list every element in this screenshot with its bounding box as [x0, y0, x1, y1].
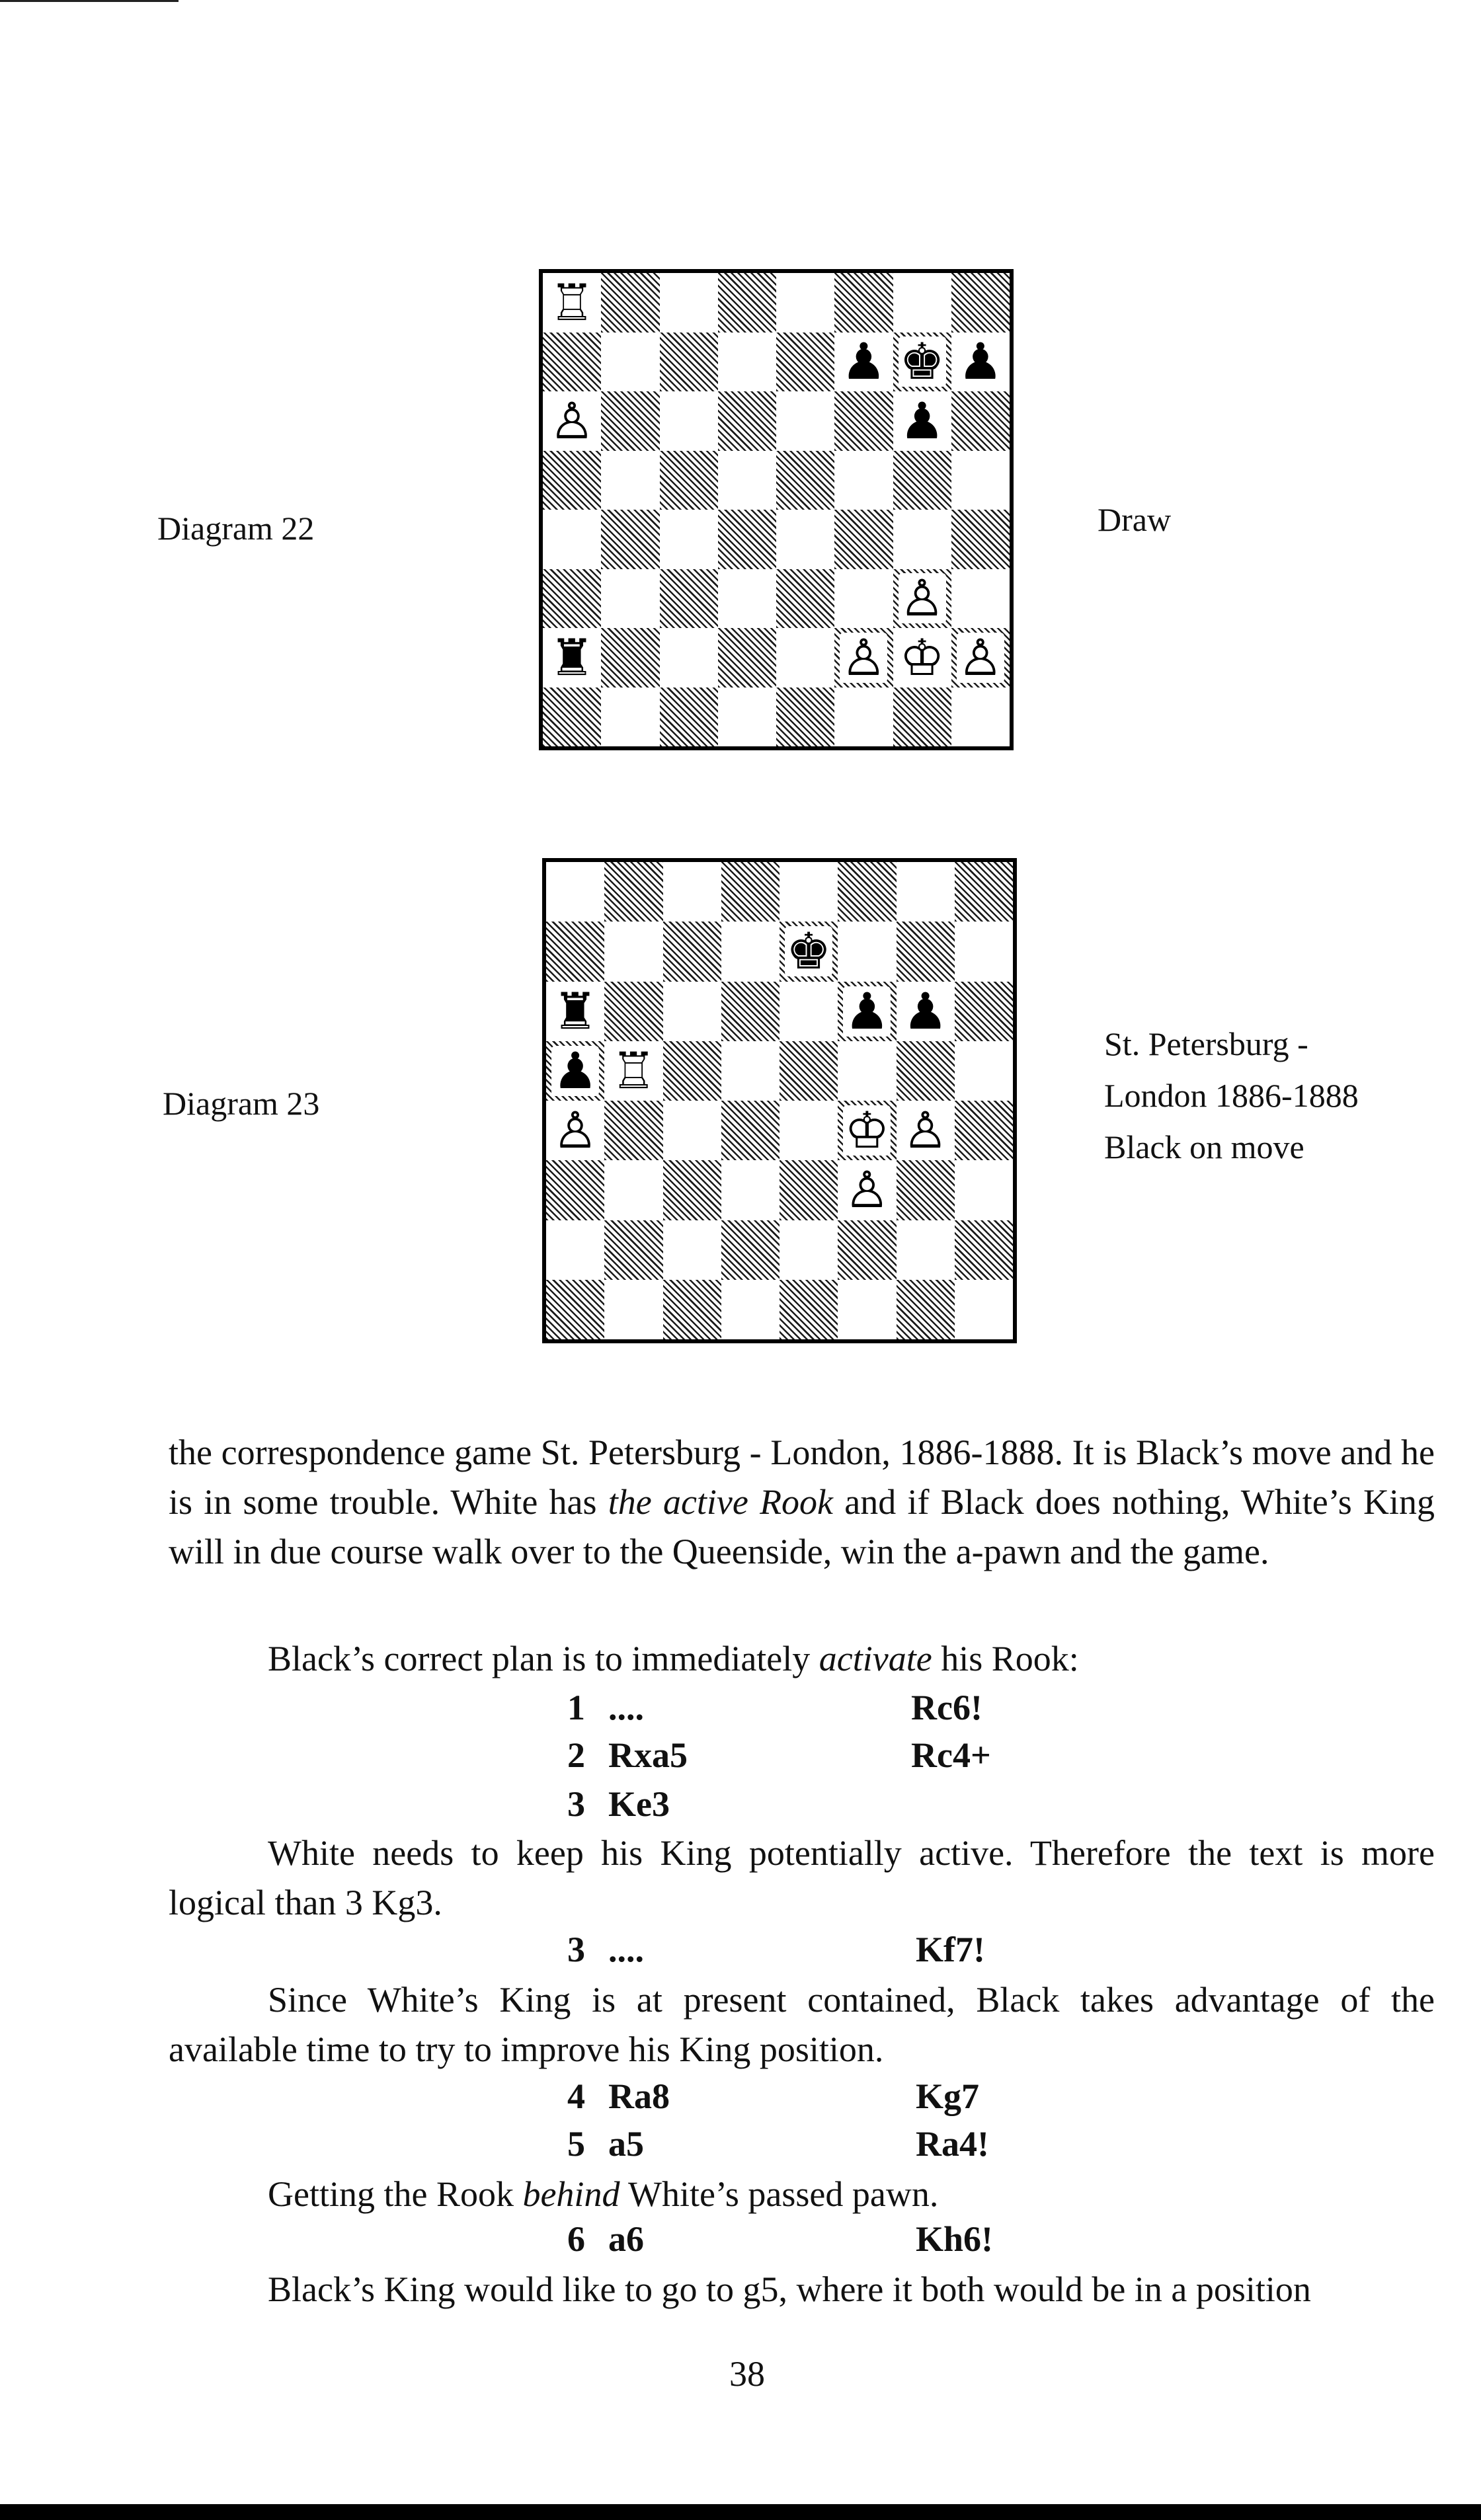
board-square — [780, 922, 838, 981]
board-square — [951, 451, 1010, 510]
caption-line: Black on move — [1104, 1128, 1304, 1165]
board-square — [718, 628, 776, 688]
move-number: 1 — [567, 1688, 585, 1727]
board-square — [776, 273, 834, 333]
board-square — [543, 688, 601, 747]
white-move: a6 — [608, 2219, 644, 2259]
diagram-23-label: Diagram 23 — [163, 1085, 320, 1122]
board-square — [838, 1220, 896, 1280]
board-square — [776, 688, 834, 747]
board-square — [780, 982, 838, 1041]
move-row — [0, 1687, 1481, 1735]
text-run: the correspondence game St. Petersburg - London, 1886-1888. It is Black’s move and he is in some trouble. White has — [169, 1433, 1435, 1522]
board-square — [663, 1160, 721, 1220]
board-square — [838, 982, 896, 1041]
board-square — [604, 1160, 662, 1220]
paragraph-5 — [169, 2170, 1435, 2219]
board-square — [543, 333, 601, 392]
board-square — [546, 1220, 604, 1280]
italic-run: activate — [819, 1639, 932, 1678]
board-square — [897, 1041, 955, 1101]
text-run: Getting the Rook — [268, 2174, 523, 2214]
top-rule — [0, 0, 179, 2]
board-square — [601, 391, 659, 451]
board-square — [834, 333, 893, 392]
board-square — [897, 862, 955, 922]
board-square — [601, 510, 659, 569]
move-row — [0, 1784, 1481, 1831]
board-square — [897, 1160, 955, 1220]
board-square — [660, 628, 718, 688]
board-square — [776, 628, 834, 688]
board-square — [601, 688, 659, 747]
board-square — [955, 1280, 1013, 1339]
board-square — [663, 1041, 721, 1101]
paragraph-1 — [169, 1428, 1435, 1577]
board-square — [780, 1280, 838, 1339]
board-square — [838, 1101, 896, 1160]
black-rook-icon: ♜ — [553, 981, 598, 1041]
board-square — [834, 510, 893, 569]
board-square — [955, 1101, 1013, 1160]
black-king-icon: ♚ — [786, 922, 832, 981]
board-square — [660, 688, 718, 747]
white-king-icon: ♔ — [844, 1101, 890, 1160]
move-row — [0, 2076, 1481, 2123]
board-square — [721, 982, 780, 1041]
board-square — [604, 922, 662, 981]
board-square — [663, 862, 721, 922]
board-square — [663, 1280, 721, 1339]
text-run: White’s passed pawn. — [620, 2174, 939, 2214]
board-square — [834, 273, 893, 333]
board-square — [838, 1160, 896, 1220]
board-square — [721, 1280, 780, 1339]
caption-line: Draw — [1098, 501, 1172, 538]
board-square — [718, 510, 776, 569]
move-number: 3 — [567, 1784, 585, 1824]
board-square — [721, 862, 780, 922]
board-square — [838, 1280, 896, 1339]
board-square — [604, 1220, 662, 1280]
move-row — [0, 1929, 1481, 1977]
board-square — [838, 862, 896, 922]
board-square — [893, 333, 951, 392]
board-square — [893, 391, 951, 451]
board-square — [601, 273, 659, 333]
white-pawn-icon: ♙ — [899, 569, 945, 628]
black-move: Rc6! — [911, 1688, 982, 1727]
chess-board-diagram-23 — [542, 858, 1017, 1343]
board-square — [776, 569, 834, 629]
black-pawn-icon: ♟ — [957, 332, 1003, 391]
move-number: 4 — [567, 2076, 585, 2116]
board-square — [543, 510, 601, 569]
white-pawn-icon: ♙ — [841, 628, 887, 687]
board-square — [601, 333, 659, 392]
move-number: 2 — [567, 1735, 585, 1775]
board-square — [718, 688, 776, 747]
italic-run: behind — [522, 2174, 620, 2214]
board-square — [546, 1280, 604, 1339]
move-row — [0, 2219, 1481, 2266]
board-square — [718, 333, 776, 392]
board-square — [893, 273, 951, 333]
board-square — [601, 451, 659, 510]
paragraph-6: Black’s King would like to go to g5, where it both would be in a position — [268, 2269, 1311, 2309]
board-square — [893, 688, 951, 747]
board-square — [604, 1101, 662, 1160]
text-run: and if Black does nothing, White’s King will in due course walk over to the Queenside, win the a-pawn and the game. — [169, 1482, 1435, 1571]
caption-line: London 1886-1888 — [1104, 1077, 1359, 1114]
board-square — [721, 922, 780, 981]
white-move: Ke3 — [608, 1784, 670, 1824]
board-square — [951, 391, 1010, 451]
board-square — [546, 862, 604, 922]
board-square — [546, 922, 604, 981]
move-row — [0, 1735, 1481, 1782]
white-pawn-icon: ♙ — [549, 391, 595, 450]
board-square — [955, 982, 1013, 1041]
board-square — [951, 688, 1010, 747]
white-pawn-icon: ♙ — [902, 1101, 948, 1160]
board-square — [546, 982, 604, 1041]
board-square — [780, 1041, 838, 1101]
board-square — [834, 569, 893, 629]
white-move: .... — [608, 1688, 644, 1727]
board-square — [543, 451, 601, 510]
board-square — [780, 862, 838, 922]
white-move: .... — [608, 1930, 644, 1969]
board-square — [543, 569, 601, 629]
white-rook-icon: ♖ — [611, 1041, 657, 1100]
board-square — [601, 569, 659, 629]
board-square — [604, 1041, 662, 1101]
board-square — [660, 510, 718, 569]
board-square — [893, 569, 951, 629]
board-square — [897, 922, 955, 981]
board-square — [660, 569, 718, 629]
board-square — [543, 391, 601, 451]
board-square — [601, 628, 659, 688]
move-number: 6 — [567, 2219, 585, 2259]
board-square — [893, 451, 951, 510]
board-square — [721, 1101, 780, 1160]
board-square — [718, 451, 776, 510]
black-pawn-icon: ♟ — [841, 332, 887, 391]
board-square — [543, 273, 601, 333]
bottom-rule — [0, 2504, 1481, 2520]
white-pawn-icon: ♙ — [957, 628, 1003, 687]
board-square — [897, 1220, 955, 1280]
white-move: a5 — [608, 2124, 644, 2164]
white-king-icon: ♔ — [899, 628, 945, 687]
board-square — [660, 333, 718, 392]
board-square — [663, 922, 721, 981]
paragraph-3: White needs to keep his King potentially active. Therefore the text is more logical than 3 Kg3. — [169, 1833, 1435, 1922]
board-square — [897, 1280, 955, 1339]
board-square — [955, 862, 1013, 922]
move-number: 3 — [567, 1930, 585, 1969]
paragraph-2 — [169, 1634, 1435, 1684]
board-square — [721, 1041, 780, 1101]
black-pawn-icon: ♟ — [844, 981, 890, 1041]
board-square — [955, 1220, 1013, 1280]
board-square — [660, 391, 718, 451]
board-square — [660, 273, 718, 333]
move-number: 5 — [567, 2124, 585, 2164]
board-square — [838, 922, 896, 981]
board-square — [834, 391, 893, 451]
board-square — [718, 569, 776, 629]
board-square — [897, 1101, 955, 1160]
board-square — [604, 1280, 662, 1339]
black-move: Kh6! — [916, 2219, 994, 2259]
board-square — [834, 688, 893, 747]
board-square — [663, 1101, 721, 1160]
white-move: Rxa5 — [608, 1735, 688, 1775]
black-move: Ra4! — [916, 2124, 989, 2164]
diagram-22-caption — [1098, 494, 1171, 545]
board-square — [546, 1041, 604, 1101]
black-king-icon: ♚ — [899, 332, 945, 391]
board-square — [663, 982, 721, 1041]
page-number: 38 — [729, 2354, 765, 2394]
black-move: Rc4+ — [911, 1735, 991, 1775]
italic-run: the active Rook — [608, 1482, 834, 1522]
board-square — [951, 510, 1010, 569]
diagram-23-caption — [1104, 1018, 1359, 1173]
board-square — [834, 451, 893, 510]
white-move: Ra8 — [608, 2076, 670, 2116]
board-square — [776, 391, 834, 451]
board-square — [546, 1160, 604, 1220]
caption-line: St. Petersburg - — [1104, 1025, 1308, 1062]
paragraph-4: Since White’s King is at present contained, Black takes advantage of the available time to try to improve his King position. — [169, 1980, 1435, 2069]
white-pawn-icon: ♙ — [844, 1160, 890, 1220]
board-square — [780, 1220, 838, 1280]
board-square — [721, 1160, 780, 1220]
board-square — [780, 1101, 838, 1160]
black-rook-icon: ♜ — [549, 628, 595, 687]
board-square — [893, 510, 951, 569]
board-square — [543, 628, 601, 688]
board-square — [780, 1160, 838, 1220]
white-rook-icon: ♖ — [549, 273, 595, 332]
black-move: Kf7! — [916, 1930, 985, 1969]
board-square — [604, 982, 662, 1041]
board-square — [951, 628, 1010, 688]
board-square — [951, 273, 1010, 333]
board-square — [776, 510, 834, 569]
text-run: Black’s correct plan is to immediately — [268, 1639, 819, 1678]
board-square — [721, 1220, 780, 1280]
board-square — [776, 333, 834, 392]
board-square — [951, 569, 1010, 629]
chess-board-diagram-22 — [539, 269, 1014, 750]
black-move: Kg7 — [916, 2076, 980, 2116]
board-square — [955, 1160, 1013, 1220]
board-square — [663, 1220, 721, 1280]
black-pawn-icon: ♟ — [899, 391, 945, 450]
board-square — [604, 862, 662, 922]
move-row — [0, 2123, 1481, 2171]
board-square — [546, 1101, 604, 1160]
board-square — [718, 273, 776, 333]
board-square — [951, 333, 1010, 392]
white-pawn-icon: ♙ — [553, 1101, 598, 1160]
board-square — [893, 628, 951, 688]
board-square — [838, 1041, 896, 1101]
text-run: his Rook: — [932, 1639, 1079, 1678]
board-square — [776, 451, 834, 510]
board-square — [955, 922, 1013, 981]
board-square — [897, 982, 955, 1041]
board-square — [718, 391, 776, 451]
board-square — [955, 1041, 1013, 1101]
board-square — [834, 628, 893, 688]
board-square — [660, 451, 718, 510]
diagram-22-label: Diagram 22 — [157, 510, 315, 547]
black-pawn-icon: ♟ — [553, 1041, 598, 1100]
black-pawn-icon: ♟ — [902, 981, 948, 1041]
